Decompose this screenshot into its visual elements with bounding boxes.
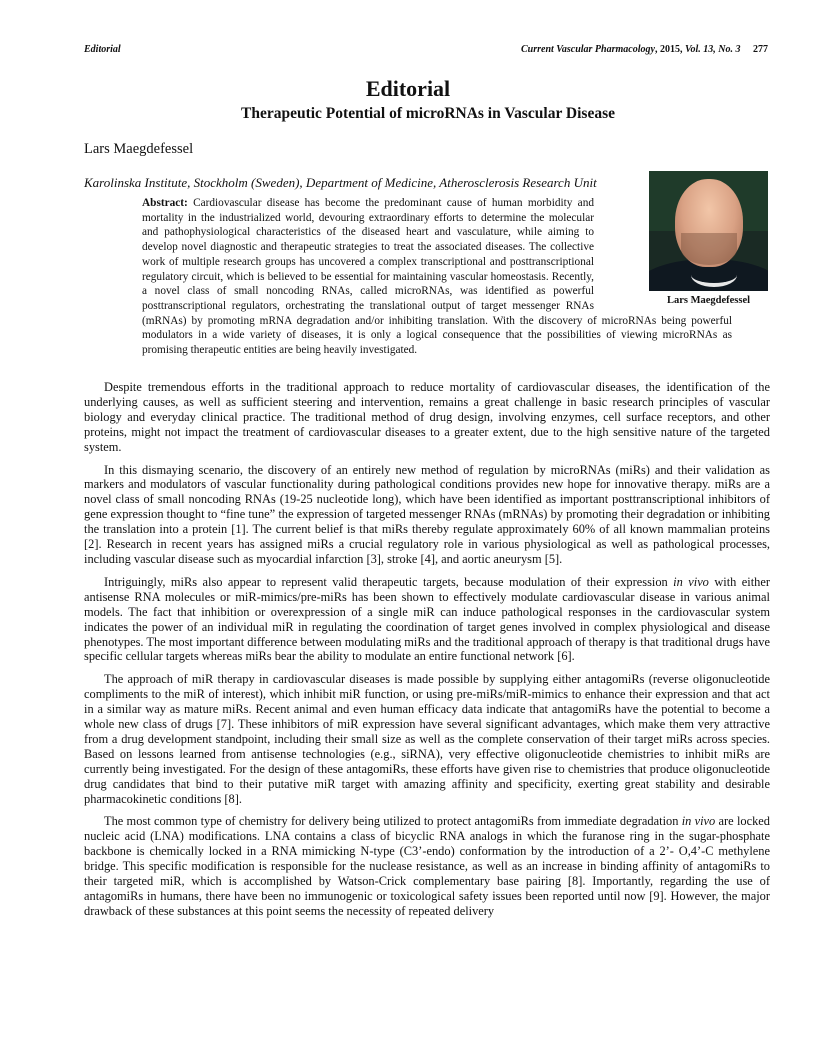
paragraph — [84, 575, 770, 664]
journal-citation: Current Vascular Pharmacology, 2015, Vol. 13, No. 3 277 — [521, 44, 768, 55]
article-body — [84, 380, 770, 927]
text-run: with either antisense RNA molecules or miR-mimics/pre-miRs has been shown to effectively modulate cardiovascular disease in various animal models. The fact that inhibition or overexpression of a single miR can induce pathological responses in the cardiovascular system indicates the power of an individual miR in regulating the coordination of target genes involved in complex physiological and disease phenotypes. The most important difference between modulating miRs and the traditional approach of therapy is that traditional drugs have specific cellular targets whereas miRs bear the ability to modulate an entire functional network [6]. — [84, 574, 771, 664]
text-run: are locked nucleic acid (LNA) modifications. LNA contains a class of bicyclic RNA analogs in which the furanose ring in the sugar-phosphate backbone is chemically locked in a RNA mimicking N-type (C3’-endo) conformation by the introduction of a 2’- O,4’-C methylene bridge. This specific modification is responsible for the nuclease resistance, as well as an increase in binding affinity of antagomiRs to their targeted miR, which is accomplished by Watson-Crick complementary base pairing [8]. Importantly, regarding the use of antagomiRs in humans, there have been no immunogenic or toxicological safety issues been reported until now [9]. However, the major drawback of these substances at this point seems the necessity of repeated delivery — [84, 814, 770, 918]
article-subtitle: Therapeutic Potential of microRNAs in Vascular Disease — [241, 105, 615, 122]
page-number: 277 — [753, 44, 768, 55]
running-head — [84, 44, 768, 60]
abstract-text: Cardiovascular disease has become the predominant cause of human morbidity and mortality in the industrialized world, devouring extraordinary efforts to determine the molecular and pathophysiological characteristics of the diseased heart and vasculature, while aiming to develop novel diagnostic and therapeutic strategies to treat the associated diseases. The collective work of multiple research groups has uncovered a complex transcriptional and posttranscriptional regulatory circuit, which is believed to be essential for maintaining vascular homeostasis. Recently, a novel class of small noncoding RNAs, called microRNAs, was identified as powerful posttranscriptional regulators, orchestrating the translational output of target messenger RNAs (mRNAs) by promoting mRNA degradation and/or inhibiting translation. With the discovery of microRNAs being powerful modulators in a wide variety of diseases, it is only a logical consequence that the possibilities of viewing microRNAs as promising therapeutic entities are being heavily investigated. — [142, 197, 732, 357]
paragraph: In this dismaying scenario, the discovery of an entirely new method of regulation by microRNAs (miRs) and their validation as markers and modulators of vascular functionality during pathological conditions provides new hope for innovative therapy. miRs are a novel class of small noncoding RNAs (19-25 nucleotide long), which have been identified as important posttranscriptional inhibitors of gene expression thought to “fine tune” the expression of targeted messenger RNAs (mRNAs) by promoting their degradation or inhibiting the translation into a protein [1]. The current belief is that miRs thereby regulate approximately 60% of all known mammalian proteins [2]. Research in recent years has assigned miRs a crucial regulatory role in various physiological as well as pathological processes, including vascular disease such as myocardial infarction [3], stroke [4], and aortic aneurysm [5]. — [84, 462, 770, 566]
emphasis: in vivo — [681, 814, 716, 829]
journal-year: 2015, — [659, 44, 683, 55]
text-run: Intriguingly, miRs also appear to represent valid therapeutic targets, because modulation of their expression — [104, 574, 674, 589]
journal-volume: Vol. 13, No. 3 — [684, 44, 741, 55]
paragraph: The approach of miR therapy in cardiovascular diseases is made possible by supplying either antagomiRs (reverse oligonucleotide compliments to the miR of interest), which inhibit miR function, or using pre-miRs/miR-mimics to enhance their expression and that act in a similar way as mature miRs. Recent animal and even human efficacy data indicate that antagomiRs have the potential to become a whole new class of drugs [7]. These inhibitors of miR expression have several significant advantages, which make them very attractive from a drug development standpoint, including their small size as well as the complete conservation of their target miRs across species. Based on lessons learned from antisense technologies (e.g., siRNA), very effective oligonucleotide chemistries to inhibit miRs are currently being investigated. For the design of these antagomiRs, these efforts have given rise to chemistries that produce oligonucleotide drug candidates that bind to their putative miR target with amazing affinity and specificity, exerting great stability and desirable pharmacokinetic conditions [8]. — [84, 672, 770, 806]
photo-caption: Lars Maegdefessel — [666, 295, 751, 306]
author-affiliation: Karolinska Institute, Stockholm (Sweden), Department of Medicine, Atherosclerosis Research Unit — [84, 175, 597, 190]
author-name: Lars Maegdefessel — [84, 141, 194, 157]
paragraph: Despite tremendous efforts in the traditional approach to reduce mortality of cardiovascular diseases, the identification of the underlying causes, as well as sufficient steering and intervention, remains a great challenge in basic research principles of vascular biology and everyday clinical practice. The traditional method of drug design, involving enzymes, cell surface receptors, and other proteins, might not impact the treatment of cardiovascular diseases to a greater extent, due to the high sensitive nature of the targeted system. — [84, 380, 770, 454]
abstract-label: Abstract: — [142, 197, 188, 209]
abstract — [142, 196, 732, 358]
text-run: The most common type of chemistry for delivery being utilized to protect antagomiRs from immediate degradation — [104, 814, 682, 829]
photo-spacer — [604, 196, 732, 312]
section-label: Editorial — [84, 44, 121, 55]
emphasis: in vivo — [673, 574, 709, 589]
paragraph — [84, 814, 770, 918]
journal-name: Current Vascular Pharmacology — [521, 44, 655, 55]
page-title: Editorial — [365, 76, 451, 101]
